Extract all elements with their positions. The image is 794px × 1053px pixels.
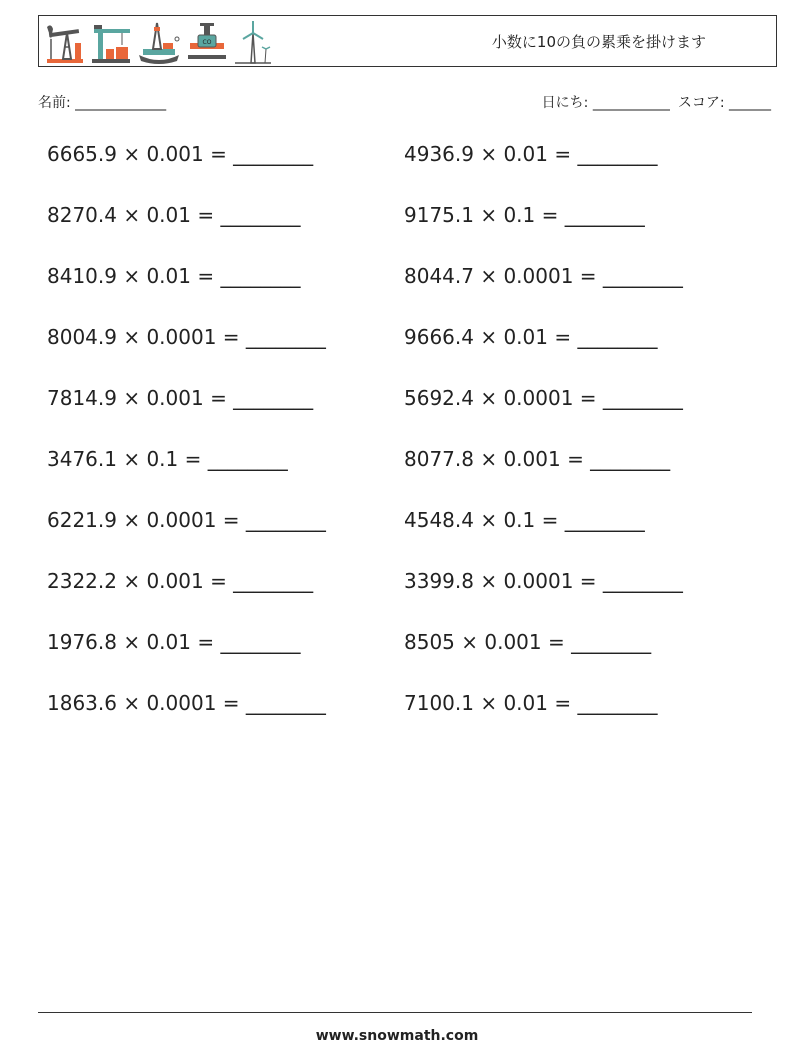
problem-row xyxy=(47,508,767,569)
problem-item: 3399.8 × 0.0001 = ________ xyxy=(404,569,683,593)
problem-row xyxy=(47,203,767,264)
worksheet-header xyxy=(38,15,777,67)
problem-item: 1976.8 × 0.01 = ________ xyxy=(47,630,301,654)
problem-item: 7814.9 × 0.001 = ________ xyxy=(47,386,314,410)
problem-item: 4548.4 × 0.1 = ________ xyxy=(404,508,645,532)
footer-url: www.snowmath.com xyxy=(315,1028,479,1044)
problem-item: 8505 × 0.001 = ________ xyxy=(404,630,652,654)
problem-row xyxy=(47,691,767,752)
name-field: 名前: _____________ xyxy=(38,95,167,111)
svg-text:CO: CO xyxy=(202,39,212,46)
problem-row xyxy=(47,630,767,691)
drilling-rig-icon xyxy=(137,19,181,65)
problem-item: 4936.9 × 0.01 = ________ xyxy=(404,142,658,166)
worksheet-title: 小数に10の負の累乗を掛けます xyxy=(491,32,706,51)
meta-right xyxy=(542,92,771,112)
problem-row xyxy=(47,264,767,325)
problem-item: 3476.1 × 0.1 = ________ xyxy=(47,447,288,471)
problem-item: 9666.4 × 0.01 = ________ xyxy=(404,325,658,349)
footer-divider xyxy=(38,1012,752,1013)
problem-row xyxy=(47,447,767,508)
problem-list xyxy=(47,142,767,752)
problem-item: 8004.9 × 0.0001 = ________ xyxy=(47,325,326,349)
problem-item: 5692.4 × 0.0001 = ________ xyxy=(404,386,683,410)
problem-item: 1863.6 × 0.0001 = ________ xyxy=(47,691,326,715)
problem-item: 7100.1 × 0.01 = ________ xyxy=(404,691,658,715)
problem-item: 6221.9 × 0.0001 = ________ xyxy=(47,508,326,532)
problem-item: 8077.8 × 0.001 = ________ xyxy=(404,447,671,471)
wind-turbine-icon xyxy=(233,19,273,65)
problem-row xyxy=(47,569,767,630)
date-field: 日にち: ___________ xyxy=(541,95,670,111)
meta-row xyxy=(38,92,771,112)
problem-item: 8410.9 × 0.01 = ________ xyxy=(47,264,301,288)
problem-item: 8270.4 × 0.01 = ________ xyxy=(47,203,301,227)
problem-item: 8044.7 × 0.0001 = ________ xyxy=(404,264,683,288)
problem-row xyxy=(47,386,767,447)
co2-pipeline-icon xyxy=(186,19,228,65)
problem-row xyxy=(47,142,767,203)
problem-item: 2322.2 × 0.001 = ________ xyxy=(47,569,314,593)
header-icons xyxy=(45,19,273,65)
problem-item: 6665.9 × 0.001 = ________ xyxy=(47,142,314,166)
pumpjack-icon xyxy=(45,19,85,65)
score-field: スコア: ______ xyxy=(677,95,771,111)
problem-item: 9175.1 × 0.1 = ________ xyxy=(404,203,645,227)
crane-icon xyxy=(90,19,132,65)
problem-row xyxy=(47,325,767,386)
